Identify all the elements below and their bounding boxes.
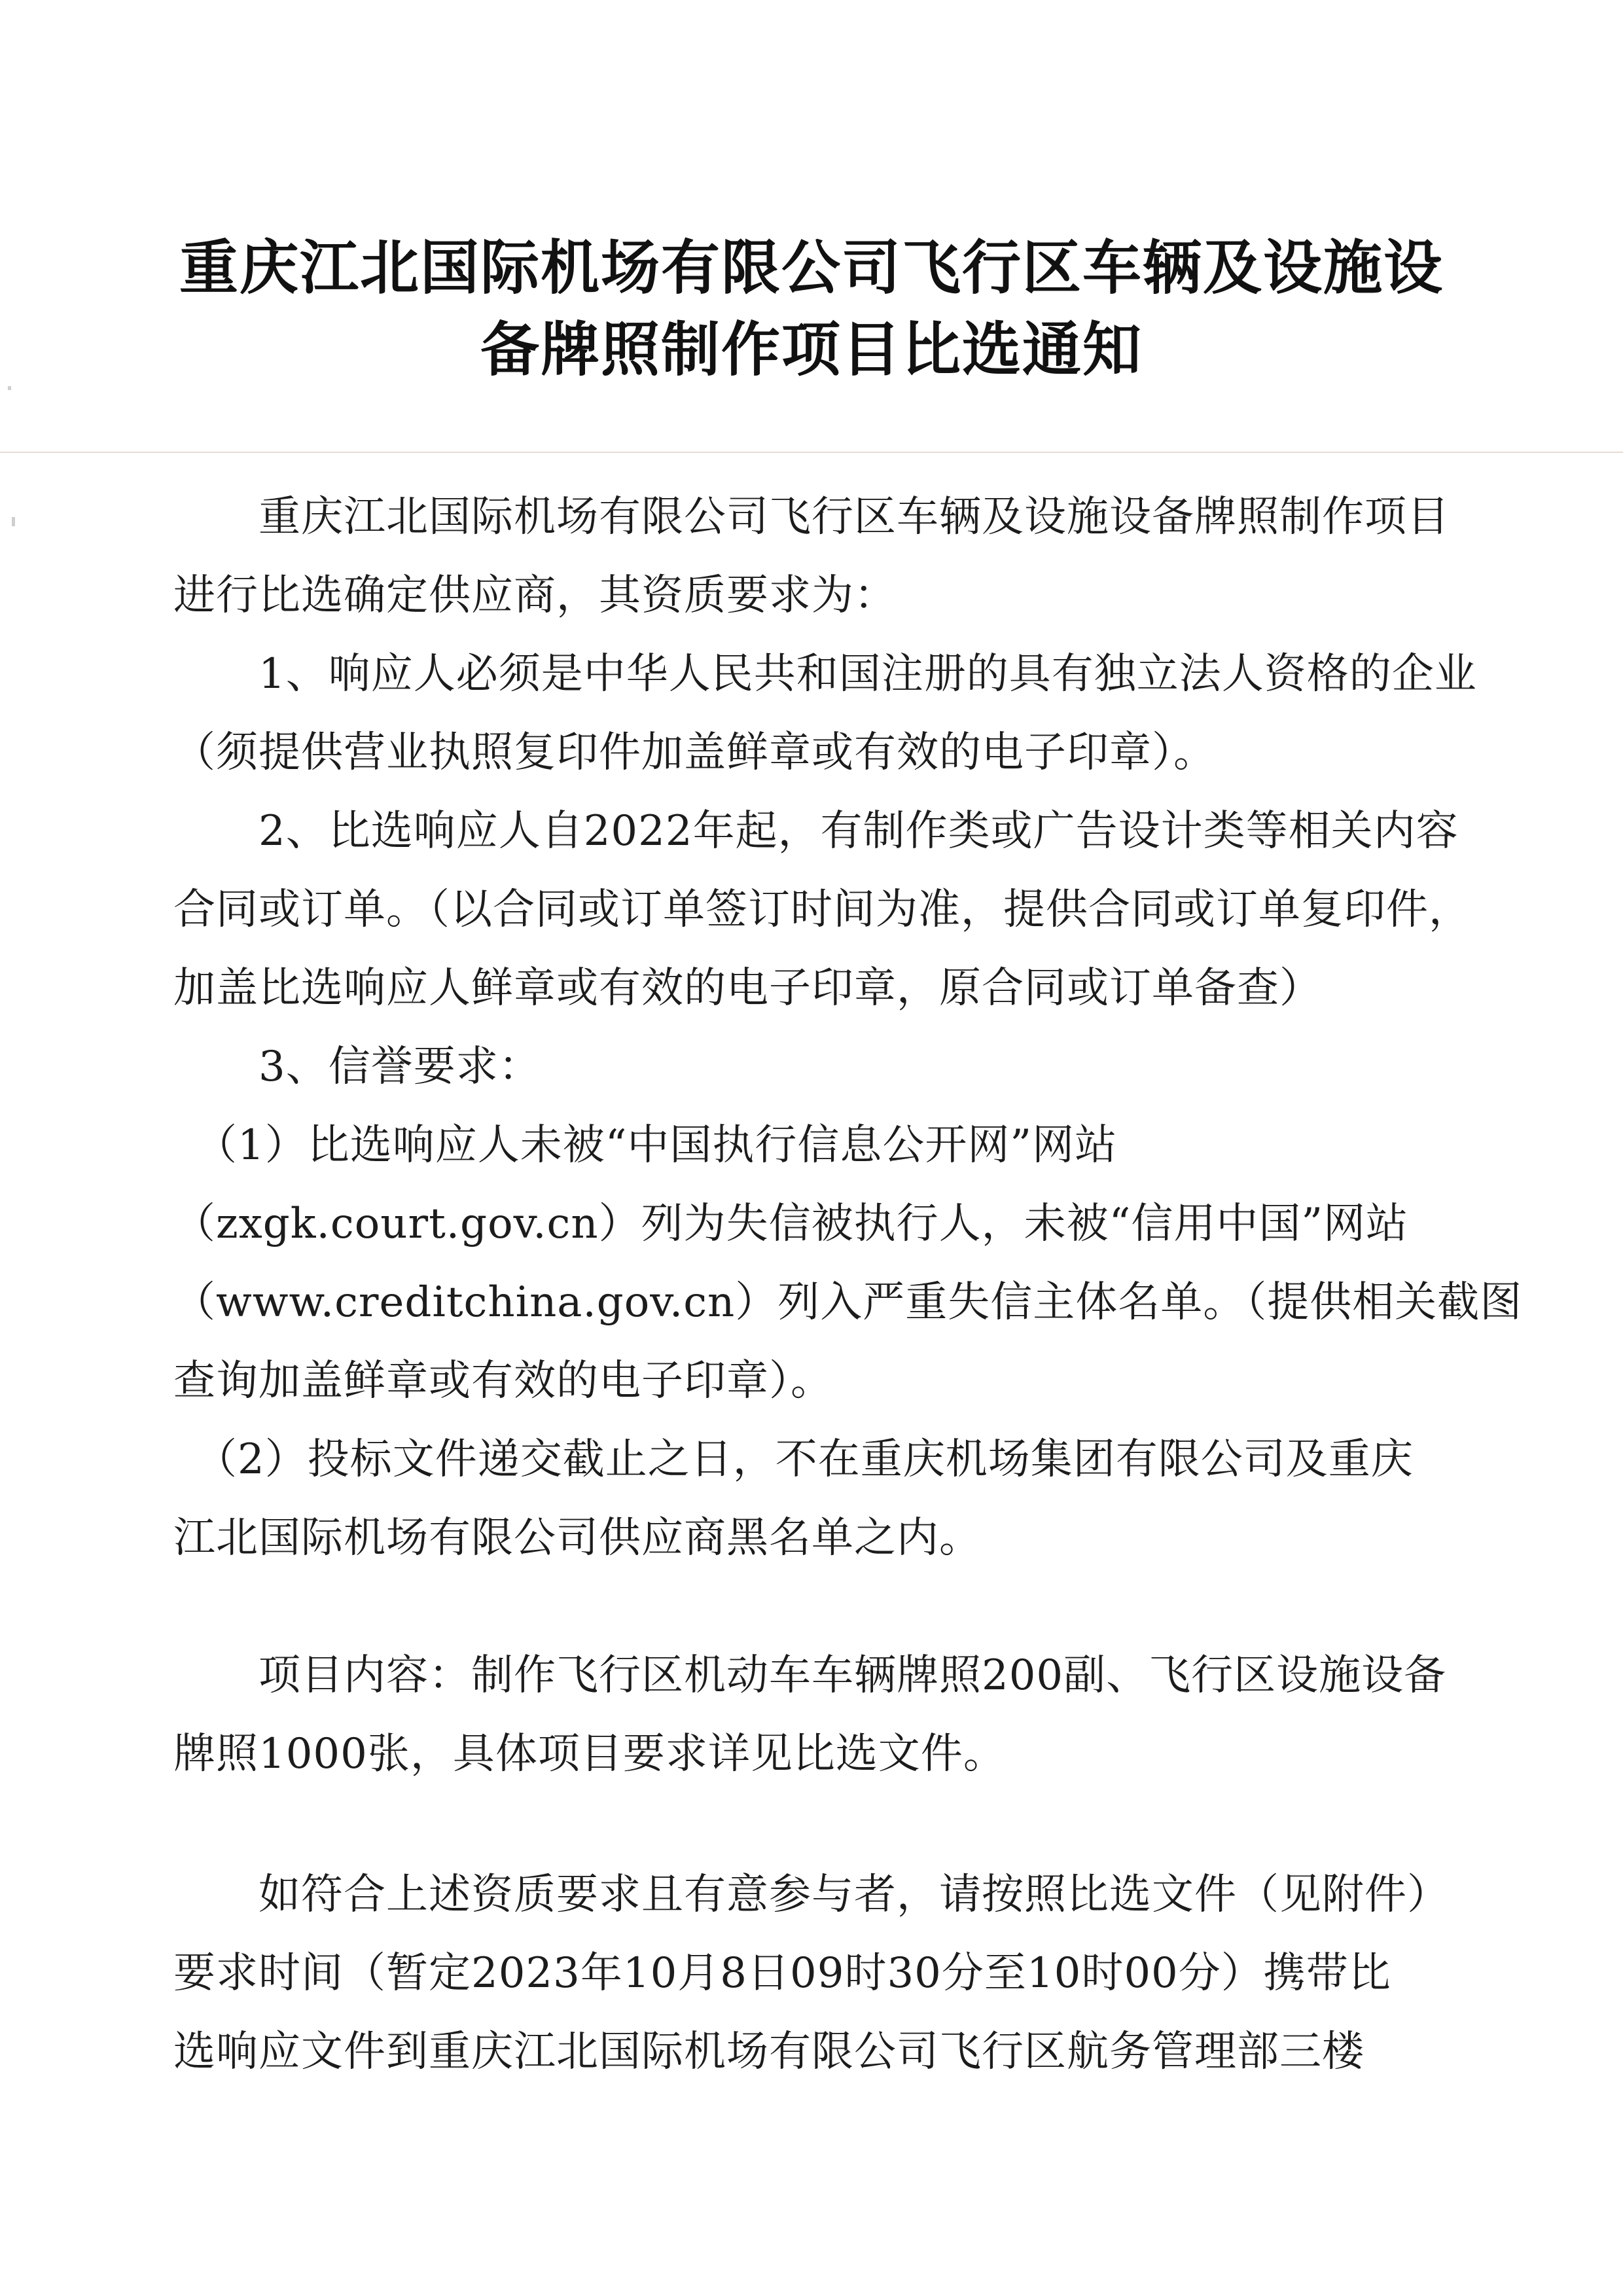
body-line-3: 1、响应人必须是中华人民共和国注册的具有独立法人资格的企业 <box>173 650 1477 698</box>
scan-artifact-mark <box>12 517 15 526</box>
body-line-19: 选响应文件到重庆江北国际机场有限公司飞行区航务管理部三楼 <box>173 2028 1364 2076</box>
body-line-11: （www.creditchina.gov.cn）列入严重失信主体名单。（提供相关截图 <box>173 1278 1523 1327</box>
document-title-line-1: 重庆江北国际机场有限公司飞行区车辆及设施设 <box>179 234 1444 302</box>
body-line-7: 加盖比选响应人鲜章或有效的电子印章，原合同或订单备查） <box>173 964 1322 1013</box>
body-line-10: （zxgk.court.gov.cn）列为失信被执行人，未被“信用中国”网站 <box>173 1200 1409 1248</box>
body-line-18: 要求时间（暂定2023年10月8日09时30分至10时00分）携带比 <box>173 1949 1391 1998</box>
body-line-16: 牌照1000张，具体项目要求详见比选文件。 <box>173 1730 1006 1778</box>
body-line-4: （须提供营业执照复印件加盖鲜章或有效的电子印章）。 <box>173 728 1216 777</box>
body-line-14: 江北国际机场有限公司供应商黑名单之内。 <box>173 1514 982 1562</box>
body-line-9: （1）比选响应人未被“中国执行信息公开网”网站 <box>173 1121 1118 1170</box>
scan-artifact-mark <box>8 386 11 390</box>
body-line-8: 3、信誉要求： <box>173 1043 541 1091</box>
body-line-6: 合同或订单。（以合同或订单签订时间为准，提供合同或订单复印件， <box>173 886 1471 934</box>
body-line-5: 2、比选响应人自2022年起，有制作类或广告设计类等相关内容 <box>173 807 1459 855</box>
body-line-2: 进行比选确定供应商，其资质要求为： <box>173 571 897 620</box>
header-divider <box>0 452 1623 453</box>
body-line-13: （2）投标文件递交截止之日，不在重庆机场集团有限公司及重庆 <box>173 1435 1414 1484</box>
document-title-line-2: 备牌照制作项目比选通知 <box>480 315 1143 384</box>
body-line-17: 如符合上述资质要求且有意参与者，请按照比选文件（见附件） <box>173 1871 1450 1919</box>
body-line-1: 重庆江北国际机场有限公司飞行区车辆及设施设备牌照制作项目 <box>173 493 1450 541</box>
body-line-15: 项目内容：制作飞行区机动车车辆牌照200副、飞行区设施设备 <box>173 1651 1447 1700</box>
body-line-12: 查询加盖鲜章或有效的电子印章）。 <box>173 1357 833 1405</box>
